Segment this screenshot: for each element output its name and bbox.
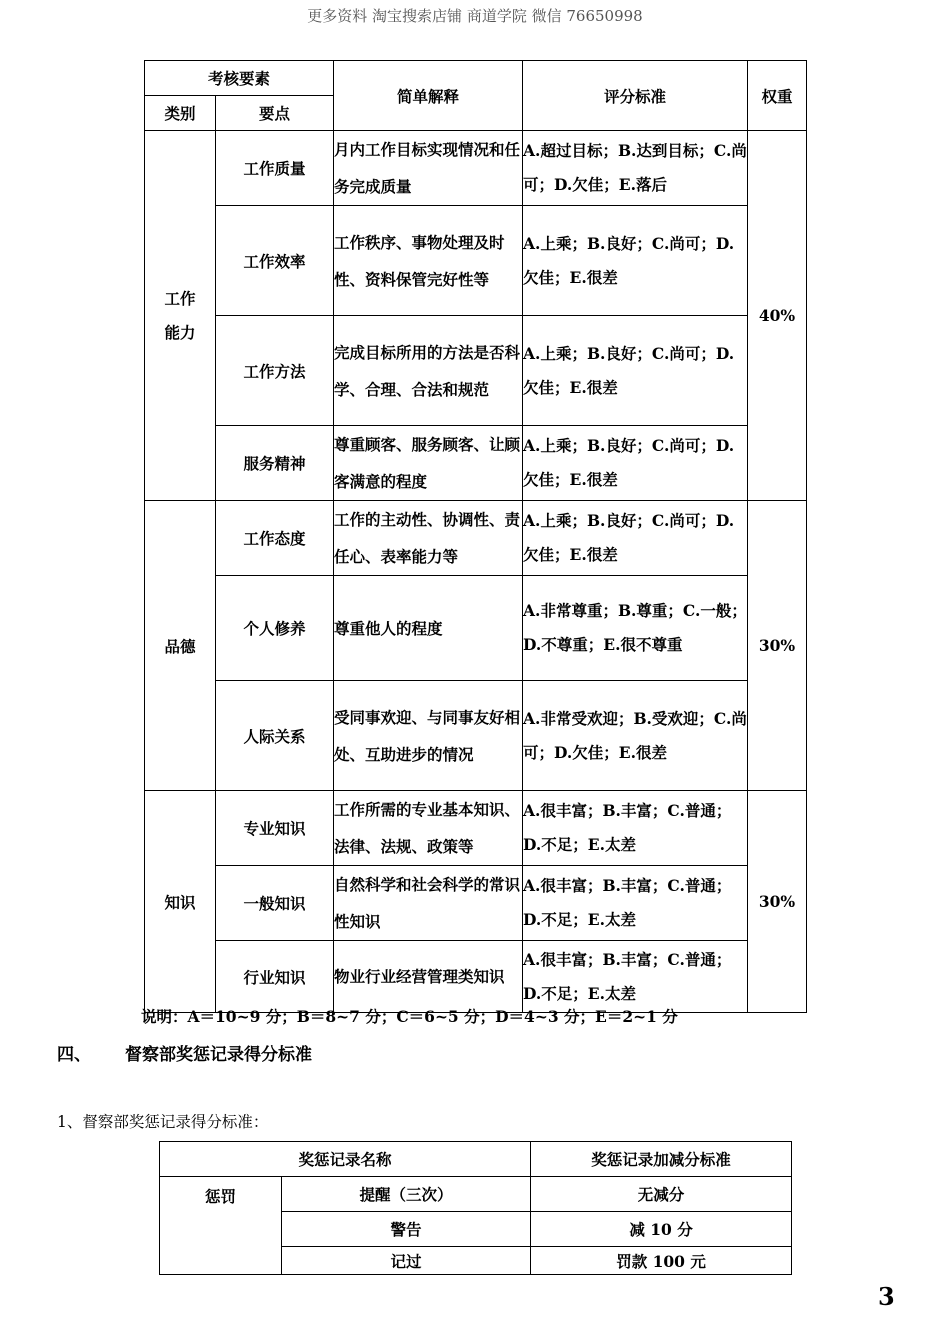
standard-cell: A.上乘；B.良好；C.尚可；D.欠佳；E.很差 [523, 426, 748, 501]
explain-cell: 自然科学和社会科学的常识性知识 [334, 866, 523, 941]
explain-cell: 工作所需的专业基本知识、法律、法规、政策等 [334, 791, 523, 866]
explain-cell: 尊重他人的程度 [334, 576, 523, 681]
table-row [145, 501, 807, 576]
standard-cell: A.上乘；B.良好；C.尚可；D.欠佳；E.很差 [523, 316, 748, 426]
header-standard: 评分标准 [523, 61, 748, 131]
weight-cell: 30% [748, 791, 807, 1013]
standard-cell: A.很丰富；B.丰富；C.普通；D.不足；E.太差 [523, 941, 748, 1013]
reward-penalty-table [159, 1141, 792, 1275]
section-number: 四、 [57, 1045, 91, 1065]
header-kaohe: 考核要素 [145, 61, 334, 96]
header-record-standard: 奖惩记录加减分标准 [531, 1142, 792, 1177]
header-explain: 简单解释 [334, 61, 523, 131]
weight-cell: 40% [748, 131, 807, 501]
table-row [145, 791, 807, 866]
point-cell: 个人修养 [216, 576, 334, 681]
explain-cell: 工作的主动性、协调性、责任心、表率能力等 [334, 501, 523, 576]
explain-cell: 尊重顾客、服务顾客、让顾客满意的程度 [334, 426, 523, 501]
point-cell: 人际关系 [216, 681, 334, 791]
category-cell: 品德 [145, 501, 216, 791]
point-cell: 工作方法 [216, 316, 334, 426]
penalty-category-cell: 惩罚 [160, 1177, 282, 1275]
table-row [145, 681, 807, 791]
point-cell: 一般知识 [216, 866, 334, 941]
assessment-table [144, 60, 807, 1013]
table-row [145, 206, 807, 316]
record-score-cell: 减 10 分 [531, 1212, 792, 1247]
point-cell: 工作效率 [216, 206, 334, 316]
standard-cell: A.上乘；B.良好；C.尚可；D.欠佳；E.很差 [523, 501, 748, 576]
score-note: 说明：A＝10~9 分；B＝8~7 分；C＝6~5 分；D＝4~3 分；E＝2~1 分 [141, 1007, 678, 1026]
header-category: 类别 [145, 96, 216, 131]
explain-cell: 物业行业经营管理类知识 [334, 941, 523, 1013]
category-cell: 工作 能力 [145, 131, 216, 501]
subheading: 1、督察部奖惩记录得分标准： [57, 1113, 269, 1131]
header-point: 要点 [216, 96, 334, 131]
weight-cell: 30% [748, 501, 807, 791]
explain-cell: 受同事欢迎、与同事友好相处、互助进步的情况 [334, 681, 523, 791]
standard-cell: A.很丰富；B.丰富；C.普通；D.不足；E.太差 [523, 866, 748, 941]
standard-cell: A.上乘；B.良好；C.尚可；D.欠佳；E.很差 [523, 206, 748, 316]
explain-cell: 工作秩序、事物处理及时性、资料保管完好性等 [334, 206, 523, 316]
table-row [145, 941, 807, 1013]
record-name-cell: 警告 [282, 1212, 531, 1247]
page-number: 3 [878, 1282, 895, 1311]
table-row [145, 426, 807, 501]
explain-cell: 完成目标所用的方法是否科学、合理、合法和规范 [334, 316, 523, 426]
record-score-cell: 无减分 [531, 1177, 792, 1212]
point-cell: 专业知识 [216, 791, 334, 866]
section-heading [57, 1040, 312, 1065]
table-row [145, 131, 807, 206]
table-row [160, 1177, 792, 1212]
record-name-cell: 记过 [282, 1247, 531, 1275]
point-cell: 行业知识 [216, 941, 334, 1013]
page-header: 更多资料 淘宝搜索店铺 商道学院 微信 76650998 [307, 7, 643, 25]
point-cell: 工作质量 [216, 131, 334, 206]
table-row [145, 866, 807, 941]
category-cell: 知识 [145, 791, 216, 1013]
record-score-cell: 罚款 100 元 [531, 1247, 792, 1275]
standard-cell: A.非常受欢迎；B.受欢迎；C.尚可；D.欠佳；E.很差 [523, 681, 748, 791]
explain-cell: 月内工作目标实现情况和任务完成质量 [334, 131, 523, 206]
table-row [145, 576, 807, 681]
header-weight: 权重 [748, 61, 807, 131]
record-name-cell: 提醒（三次） [282, 1177, 531, 1212]
standard-cell: A.非常尊重；B.尊重；C.一般；D.不尊重；E.很不尊重 [523, 576, 748, 681]
point-cell: 服务精神 [216, 426, 334, 501]
table-row [145, 316, 807, 426]
header-record-name: 奖惩记录名称 [160, 1142, 531, 1177]
standard-cell: A.超过目标；B.达到目标；C.尚可；D.欠佳；E.落后 [523, 131, 748, 206]
point-cell: 工作态度 [216, 501, 334, 576]
section-title: 督察部奖惩记录得分标准 [125, 1045, 312, 1065]
standard-cell: A.很丰富；B.丰富；C.普通；D.不足；E.太差 [523, 791, 748, 866]
